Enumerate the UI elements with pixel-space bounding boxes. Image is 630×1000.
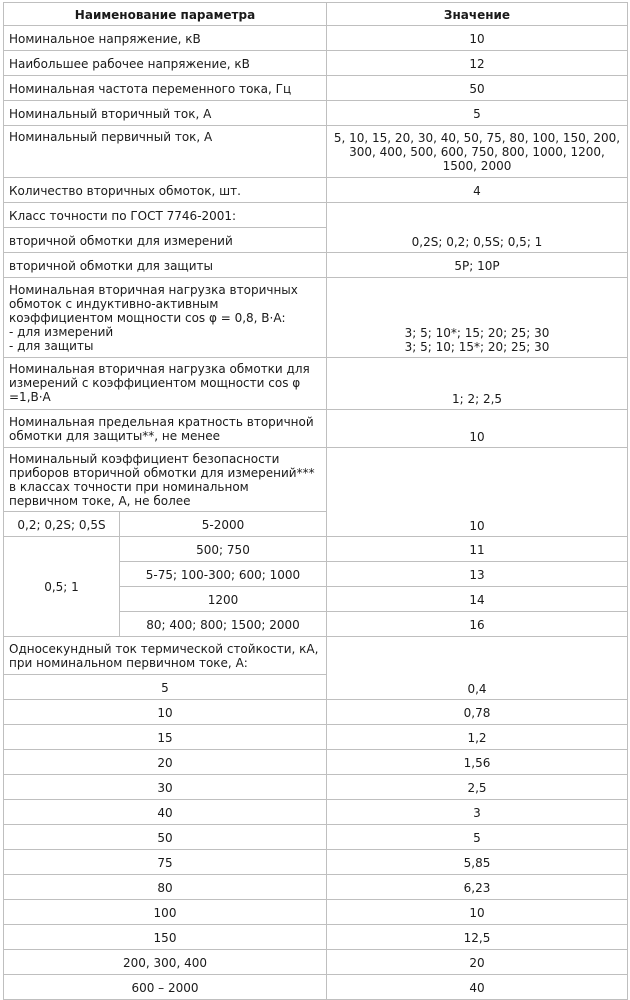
- param-cell: вторичной обмотки для защиты: [4, 253, 327, 278]
- table-row: [4, 950, 628, 975]
- table-row: [4, 51, 628, 76]
- table-row: [4, 775, 628, 800]
- current-cell: 200, 300, 400: [4, 950, 327, 975]
- class-cell: 0,5; 1: [4, 537, 120, 637]
- current-cell: 600 – 2000: [4, 975, 327, 1000]
- value-cell: 13: [327, 562, 628, 587]
- current-cell: 80: [4, 875, 327, 900]
- value-cell: 5, 10, 15, 20, 30, 40, 50, 75, 80, 100, 150, 200, 300, 400, 500, 600, 750, 800, 1000, 1200, 1500, 2000: [327, 126, 628, 178]
- current-cell: 30: [4, 775, 327, 800]
- class-cell: 0,2; 0,2S; 0,5S: [4, 512, 120, 537]
- value-cell: 6,23: [327, 875, 628, 900]
- param-cell: Номинальное напряжение, кВ: [4, 26, 327, 51]
- current-cell: 150: [4, 925, 327, 950]
- current-cell: 100: [4, 900, 327, 925]
- current-cell: 10: [4, 700, 327, 725]
- value-cell: 5P; 10P: [327, 253, 628, 278]
- param-cell: Номинальная предельная кратность вторичной обмотки для защиты**, не менее: [4, 410, 327, 448]
- value-cell: 1,2: [327, 725, 628, 750]
- table-row: [4, 850, 628, 875]
- value-cell: 50: [327, 76, 628, 101]
- param-cell: Количество вторичных обмоток, шт.: [4, 178, 327, 203]
- table-row: [4, 126, 628, 178]
- value-cell: 0,78: [327, 700, 628, 725]
- value-cell: 12: [327, 51, 628, 76]
- current-cell: 5-75; 100-300; 600; 1000: [120, 562, 327, 587]
- table-row: [4, 725, 628, 750]
- table-row: [4, 448, 628, 512]
- current-cell: 40: [4, 800, 327, 825]
- value-cell: 5: [327, 825, 628, 850]
- table-row: [4, 410, 628, 448]
- param-cell: Класс точности по ГОСТ 7746-2001:: [4, 203, 327, 228]
- table-row: [4, 203, 628, 228]
- value-cell: 12,5: [327, 925, 628, 950]
- value-cell: 5,85: [327, 850, 628, 875]
- table-row: [4, 358, 628, 410]
- table-row: [4, 825, 628, 850]
- value-cell: 10: [327, 900, 628, 925]
- table-row: [4, 76, 628, 101]
- table-row: [4, 26, 628, 51]
- value-cell: 3; 5; 10*; 15; 20; 25; 30 3; 5; 10; 15*; 20; 25; 30: [327, 278, 628, 358]
- param-cell: Номинальная вторичная нагрузка обмотки для измерений с коэффициентом мощности cos φ =1,В·А: [4, 358, 327, 410]
- value-cell: 0,2S; 0,2; 0,5S; 0,5; 1: [327, 203, 628, 253]
- param-cell: Номинальный вторичный ток, А: [4, 101, 327, 126]
- table-row: [4, 875, 628, 900]
- value-cell: 40: [327, 975, 628, 1000]
- param-cell: вторичной обмотки для измерений: [4, 228, 327, 253]
- table-row: [4, 253, 628, 278]
- value-cell: 1,56: [327, 750, 628, 775]
- value-cell: 11: [327, 537, 628, 562]
- value-cell: 5: [327, 101, 628, 126]
- table-row: [4, 900, 628, 925]
- param-cell: Номинальный коэффициент безопасности приборов вторичной обмотки для измерений*** в классах точности при номинальном первичном токе, А, не более: [4, 448, 327, 512]
- value-cell: 10: [327, 410, 628, 448]
- value-cell: 4: [327, 178, 628, 203]
- table-row: [4, 700, 628, 725]
- value-cell: 14: [327, 587, 628, 612]
- current-cell: 1200: [120, 587, 327, 612]
- current-cell: 50: [4, 825, 327, 850]
- current-cell: 5: [4, 675, 327, 700]
- table-row: [4, 925, 628, 950]
- param-cell: Номинальная частота переменного тока, Гц: [4, 76, 327, 101]
- value-cell: 10: [327, 26, 628, 51]
- param-cell: Номинальный первичный ток, А: [4, 126, 327, 178]
- header-value: Значение: [327, 3, 628, 26]
- value-cell: 3: [327, 800, 628, 825]
- current-cell: 75: [4, 850, 327, 875]
- table-row: [4, 278, 628, 358]
- current-cell: 5-2000: [120, 512, 327, 537]
- table-row: [4, 637, 628, 675]
- table-row: [4, 178, 628, 203]
- header-param: Наименование параметра: [4, 3, 327, 26]
- current-cell: 500; 750: [120, 537, 327, 562]
- table-row: [4, 537, 628, 562]
- value-cell: 0,4: [327, 637, 628, 700]
- table-row: [4, 101, 628, 126]
- table-row: [4, 800, 628, 825]
- param-cell: Номинальная вторичная нагрузка вторичных обмоток с индуктивно-активным коэффициентом мощности cos φ = 0,8, В·А: - для измерений - для защиты: [4, 278, 327, 358]
- current-cell: 20: [4, 750, 327, 775]
- value-cell: 16: [327, 612, 628, 637]
- value-cell: 10: [327, 448, 628, 537]
- param-cell: Наибольшее рабочее напряжение, кВ: [4, 51, 327, 76]
- table-row: [4, 975, 628, 1000]
- table-row: [4, 750, 628, 775]
- current-cell: 80; 400; 800; 1500; 2000: [120, 612, 327, 637]
- table-header-row: [4, 3, 628, 26]
- value-cell: 2,5: [327, 775, 628, 800]
- value-cell: 1; 2; 2,5: [327, 358, 628, 410]
- value-cell: 20: [327, 950, 628, 975]
- current-cell: 15: [4, 725, 327, 750]
- parameters-table: [3, 2, 628, 1000]
- param-cell: Односекундный ток термической стойкости, кА, при номинальном первичном токе, А:: [4, 637, 327, 675]
